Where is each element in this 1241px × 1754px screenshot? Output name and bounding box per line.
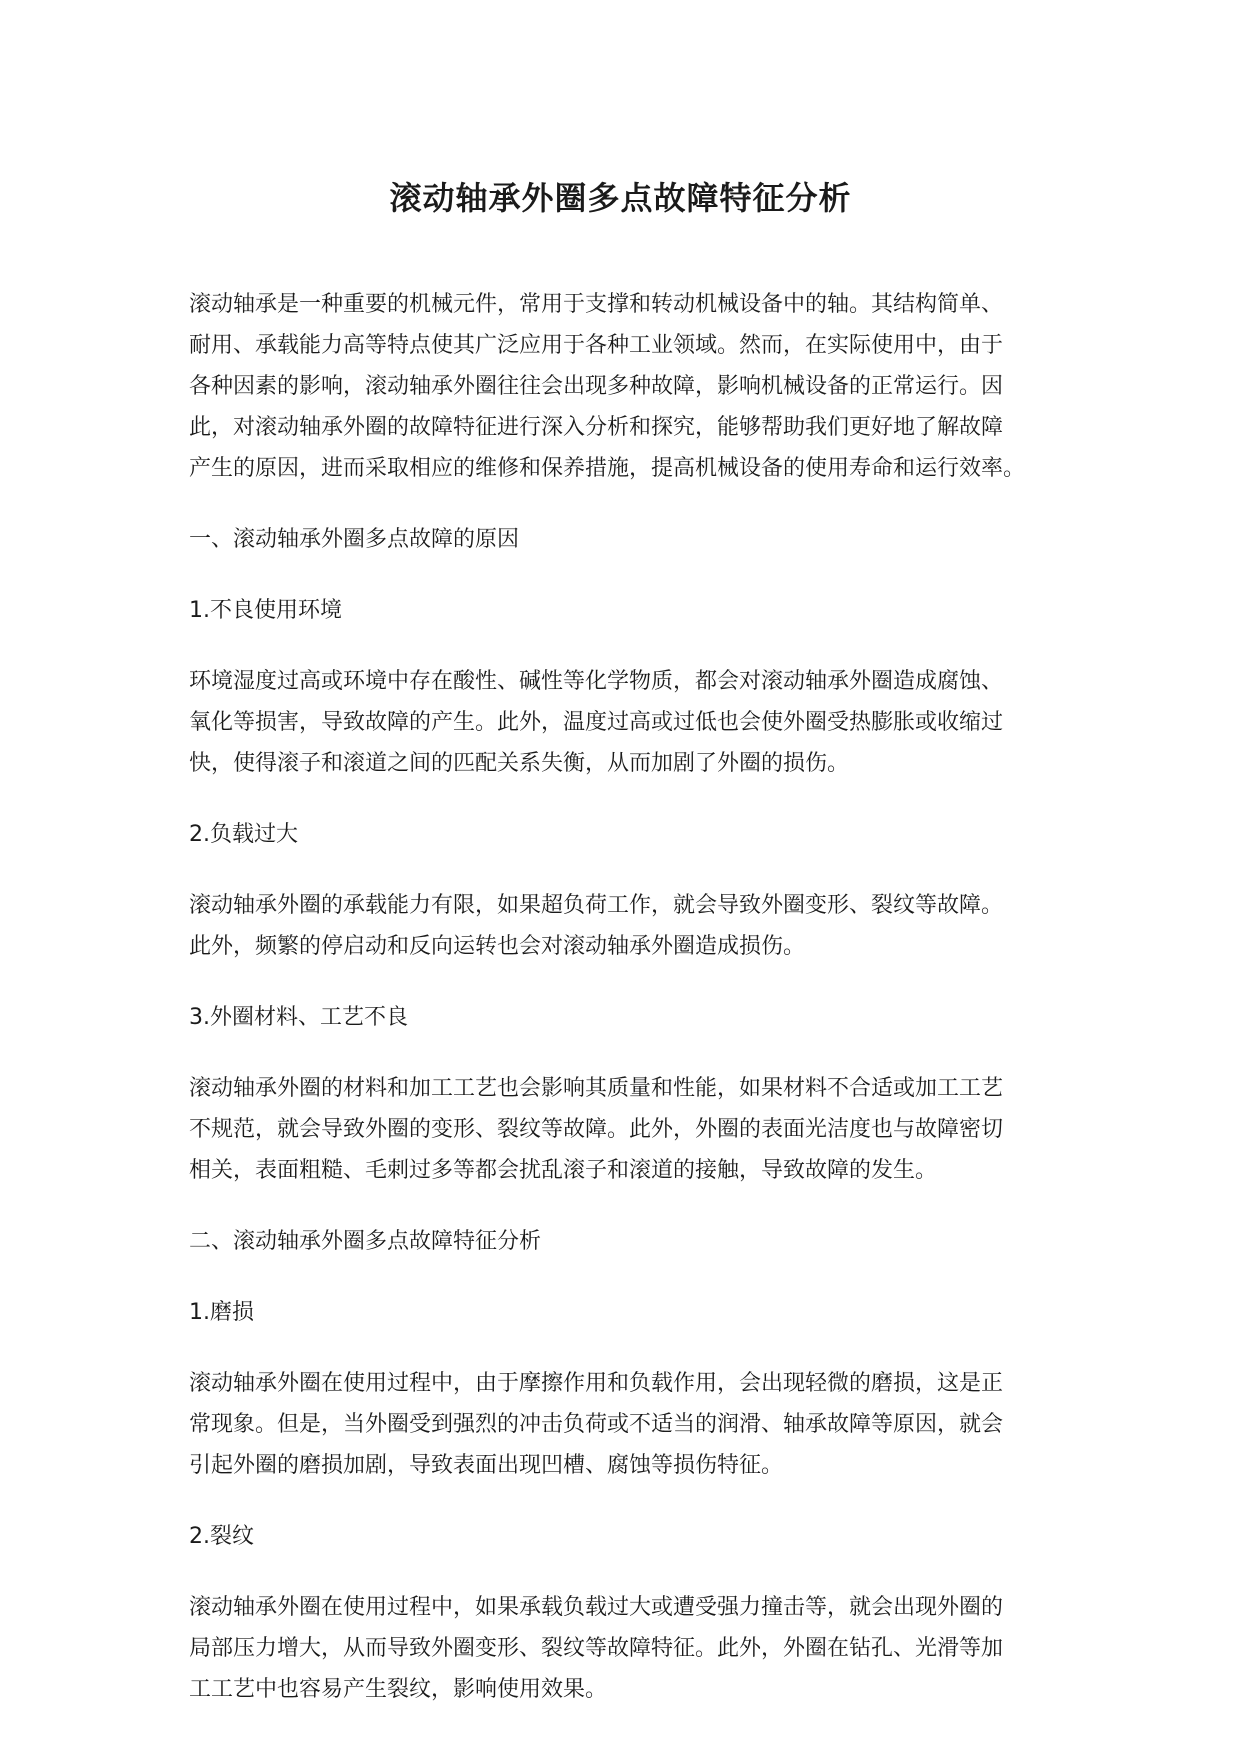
paragraph-environment: [189, 661, 1069, 784]
subheading-overload: 2.负载过大: [189, 822, 298, 847]
text-line: 常现象。但是，当外圈受到强烈的冲击负荷或不适当的润滑、轴承故障等原因，就会: [189, 1412, 1004, 1437]
text-line: 相关，表面粗糙、毛刺过多等都会扰乱滚子和滚道的接触，导致故障的发生。: [189, 1158, 938, 1183]
text-line: 快，使得滚子和滚道之间的匹配关系失衡，从而加剧了外圈的损伤。: [189, 751, 850, 776]
text-line: 滚动轴承外圈在使用过程中，如果承载负载过大或遭受强力撞击等，就会出现外圈的: [189, 1595, 1004, 1620]
subheading-wear: 1.磨损: [189, 1300, 254, 1325]
paragraph-material: [189, 1068, 1069, 1191]
text-line: 氧化等损害，导致故障的产生。此外，温度过高或过低也会使外圈受热膨胀或收缩过: [189, 710, 1004, 735]
text-line: 各种因素的影响，滚动轴承外圈往往会出现多种故障，影响机械设备的正常运行。因: [189, 374, 1004, 399]
text-line: 滚动轴承外圈在使用过程中，由于摩擦作用和负载作用，会出现轻微的磨损，这是正: [189, 1371, 1004, 1396]
text-line: 环境湿度过高或环境中存在酸性、碱性等化学物质，都会对滚动轴承外圈造成腐蚀、: [189, 669, 1004, 694]
subheading-crack: 2.裂纹: [189, 1524, 254, 1549]
section-heading-features: 二、滚动轴承外圈多点故障特征分析: [189, 1229, 542, 1254]
text-line: 滚动轴承是一种重要的机械元件，常用于支撑和转动机械设备中的轴。其结构简单、: [189, 292, 1004, 317]
text-line: 此外，频繁的停启动和反向运转也会对滚动轴承外圈造成损伤。: [189, 934, 806, 959]
paragraph-wear: [189, 1363, 1069, 1486]
intro-paragraph: [189, 284, 1069, 489]
text-line: 产生的原因，进而采取相应的维修和保养措施，提高机械设备的使用寿命和运行效率。: [189, 456, 1026, 481]
text-line: 耐用、承载能力高等特点使其广泛应用于各种工业领域。然而，在实际使用中，由于: [189, 333, 1004, 358]
subheading-environment: 1.不良使用环境: [189, 598, 342, 623]
document-body: [189, 284, 1069, 1740]
text-line: 工工艺中也容易产生裂纹，影响使用效果。: [189, 1677, 608, 1702]
text-line: 不规范，就会导致外圈的变形、裂纹等故障。此外，外圈的表面光洁度也与故障密切: [189, 1117, 1004, 1142]
subheading-material: 3.外圈材料、工艺不良: [189, 1005, 408, 1030]
text-line: 滚动轴承外圈的材料和加工工艺也会影响其质量和性能，如果材料不合适或加工工艺: [189, 1076, 1004, 1101]
text-line: 引起外圈的磨损加剧，导致表面出现凹槽、腐蚀等损伤特征。: [189, 1453, 784, 1478]
paragraph-crack: [189, 1587, 1069, 1710]
text-line: 局部压力增大，从而导致外圈变形、裂纹等故障特征。此外，外圈在钻孔、光滑等加: [189, 1636, 1004, 1661]
text-line: 滚动轴承外圈的承载能力有限，如果超负荷工作，就会导致外圈变形、裂纹等故障。: [189, 893, 1004, 918]
paragraph-overload: [189, 885, 1069, 967]
section-heading-causes: 一、滚动轴承外圈多点故障的原因: [189, 527, 520, 552]
text-line: 此，对滚动轴承外圈的故障特征进行深入分析和探究，能够帮助我们更好地了解故障: [189, 415, 1004, 440]
document-title: 滚动轴承外圈多点故障特征分析: [389, 179, 852, 217]
